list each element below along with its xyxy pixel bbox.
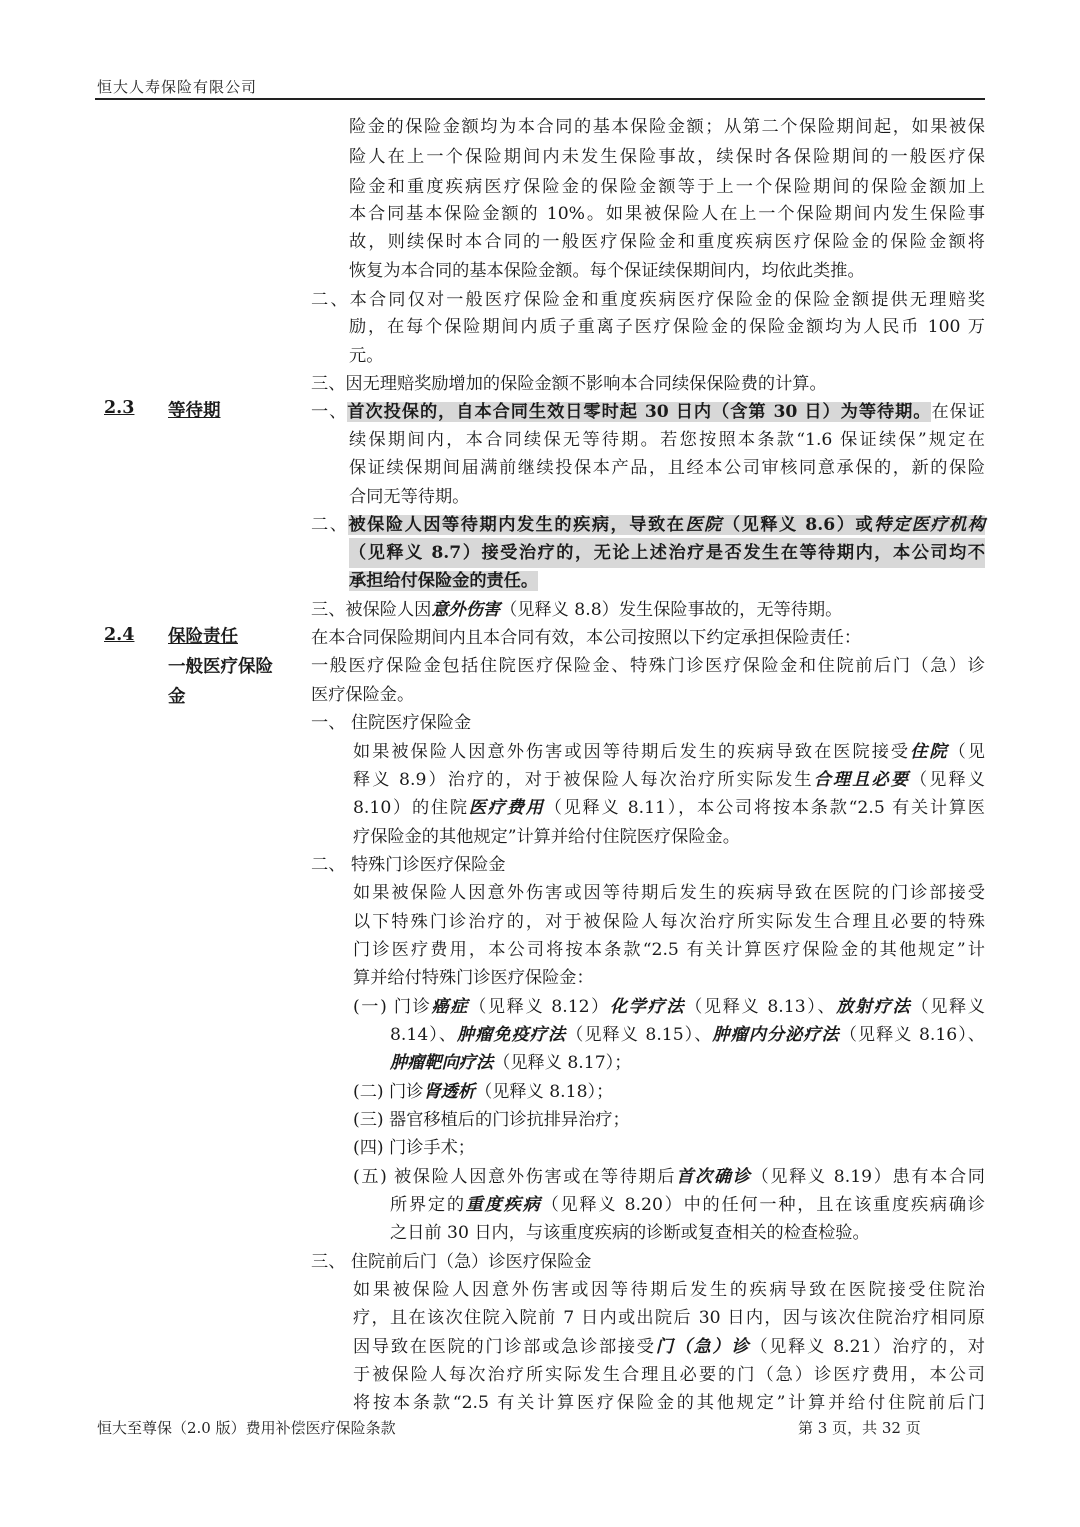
body-line bbox=[311, 397, 985, 427]
section-title bbox=[168, 396, 221, 426]
body-line: 保证续保期间届满前继续投保本产品，且经本公司审核同意承保的，新的保险 bbox=[349, 458, 985, 478]
text-run: （见释义 8.15）、 bbox=[566, 1025, 713, 1045]
text-run: 三、被保险人因 bbox=[311, 600, 432, 620]
body-line bbox=[311, 595, 842, 625]
body-line: 续保期间内，本合同续保无等待期。若您按照本条款“1.6 保证续保”规定在 bbox=[349, 430, 985, 450]
text-run: （见释义 8.19）患有本合同 bbox=[751, 1167, 985, 1187]
body-line: 励，在每个保险期间内质子重离子医疗保险金的保险金额均为人民币 100 万 bbox=[349, 317, 985, 337]
defined-term: 肿瘤免疫疗法 bbox=[457, 1025, 567, 1045]
body-line: 险金的保险金额均为本合同的基本保险金额；从第二个保险期间起，如果被保 bbox=[349, 117, 985, 137]
body-line: 算并给付特殊门诊医疗保险金： bbox=[353, 968, 594, 988]
text-run: （见释义 8.16）、 bbox=[839, 1025, 985, 1045]
defined-term: 意外伤害 bbox=[431, 600, 501, 620]
text-run: （见释义 8.12） bbox=[469, 997, 610, 1017]
list-marker: 一、 bbox=[311, 402, 348, 422]
body-line: 以下特殊门诊治疗的，对于被保险人每次治疗所实际发生合理且必要的特殊 bbox=[353, 912, 985, 932]
section-subtitle: 金 bbox=[168, 687, 186, 707]
body-line: 险人在上一个保险期间内未发生保险事故，续保时各保险期间的一般医疗保 bbox=[349, 147, 985, 167]
defined-term: 放射疗法 bbox=[836, 997, 912, 1017]
body-line bbox=[353, 1077, 613, 1107]
body-line: 合同无等待期。 bbox=[349, 487, 470, 507]
text-run: （见释义 8.6）或 bbox=[722, 515, 875, 535]
text-run: 释义 8.9）治疗的，对于被保险人每次治疗所实际发生 bbox=[353, 770, 814, 790]
section-title-text: 保险责任 bbox=[168, 627, 238, 647]
body-line: 于被保险人每次治疗所实际发生合理且必要的门（急）诊医疗费用，本公司 bbox=[353, 1365, 985, 1385]
defined-term: 肿瘤内分泌疗法 bbox=[712, 1025, 840, 1045]
text-run: 被保险人因等待期内发生的疾病，导致在 bbox=[348, 515, 686, 535]
text-run: （见释义 8.21）治疗的，对 bbox=[750, 1337, 985, 1357]
highlighted-text bbox=[348, 515, 985, 535]
body-line: 一般医疗保险金包括住院医疗保险金、特殊门诊医疗保险金和住院前后门（急）诊 bbox=[311, 656, 985, 676]
body-line bbox=[353, 765, 985, 795]
header-company-name: 恒大人寿保险有限公司 bbox=[97, 78, 258, 96]
body-line bbox=[390, 1190, 985, 1220]
text-run: （见释义 bbox=[911, 997, 985, 1017]
text-run: (五) 被保险人因意外伤害或在等待期后 bbox=[353, 1167, 677, 1187]
text-run: 因导致在医院的门诊部或急诊部接受 bbox=[353, 1337, 656, 1357]
body-line: 门诊医疗费用，本公司将按本条款“2.5 有关计算医疗保险金的其他规定”计 bbox=[353, 940, 985, 960]
body-line: 三、 住院前后门（急）诊医疗保险金 bbox=[311, 1252, 592, 1272]
body-line bbox=[353, 992, 985, 1022]
text-run: （见释义 8.17）； bbox=[493, 1053, 632, 1073]
defined-term: 特定医疗机构 bbox=[874, 515, 985, 535]
defined-term: 重度疾病 bbox=[465, 1195, 542, 1215]
text-run: （见释义 8.11），本公司将按本条款“2.5 有关计算医 bbox=[544, 798, 985, 818]
body-line: (四) 门诊手术； bbox=[353, 1138, 475, 1158]
body-line: 二、 特殊门诊医疗保险金 bbox=[311, 855, 506, 875]
section-title-text: 等待期 bbox=[168, 401, 221, 421]
text-run: 8.14）、 bbox=[390, 1025, 458, 1045]
body-line: 二、本合同仅对一般医疗保险金和重度疾病医疗保险金的保险金额提供无理赔奖 bbox=[311, 290, 985, 310]
text-run: （见释义 8.13）、 bbox=[685, 997, 837, 1017]
body-line: 险金和重度疾病医疗保险金的保险金额等于上一个保险期间的保险金额加上 bbox=[349, 177, 985, 197]
body-line: 故，则续保时本合同的一般医疗保险金和重度疾病医疗保险金的保险金额将 bbox=[349, 232, 985, 252]
body-line: 恢复为本合同的基本保险金额。每个保证续保期间内，均依此类推。 bbox=[349, 261, 865, 281]
body-line bbox=[390, 1020, 985, 1050]
text-run: 8.10）的住院 bbox=[353, 798, 469, 818]
body-line: (三) 器官移植后的门诊抗排异治疗； bbox=[353, 1110, 630, 1130]
text-run: （见 bbox=[948, 742, 985, 762]
defined-term: 住院 bbox=[910, 742, 949, 762]
body-line: 之日前 30 日内，与该重度疾病的诊断或复查相关的检查检验。 bbox=[390, 1223, 870, 1243]
defined-term: 肿瘤靶向疗法 bbox=[390, 1053, 494, 1073]
body-line bbox=[353, 793, 985, 823]
text-run: （见释义 bbox=[910, 770, 985, 790]
body-line: 在本合同保险期间内且本合同有效，本公司按照以下约定承担保险责任： bbox=[311, 628, 862, 648]
body-line: 疗，且在该次住院入院前 7 日内或出院后 30 日内，因与该次住院治疗相同原 bbox=[353, 1308, 985, 1328]
text-run: （见释义 8.20）中的任何一种，且在该重度疾病确诊 bbox=[541, 1195, 985, 1215]
section-number: 2.4 bbox=[104, 625, 135, 645]
highlighted-text: 承担给付保险金的责任。 bbox=[349, 571, 539, 591]
text-run: 在保证 bbox=[931, 402, 985, 422]
defined-term: 医院 bbox=[685, 515, 723, 535]
text-run: (一) 门诊 bbox=[353, 997, 432, 1017]
body-line bbox=[390, 1048, 631, 1078]
defined-term: 合理且必要 bbox=[813, 770, 910, 790]
highlighted-text: 首次投保的，自本合同生效日零时起 30 日内（含第 30 日）为等待期。 bbox=[347, 402, 932, 422]
body-line: 如果被保险人因意外伤害或因等待期后发生的疾病导致在医院接受住院治 bbox=[353, 1280, 985, 1300]
section-number: 2.3 bbox=[104, 398, 135, 418]
body-line: 医疗保险金。 bbox=[311, 685, 415, 705]
defined-term: 癌症 bbox=[431, 997, 470, 1017]
body-line: 将按本条款“2.5 有关计算医疗保险金的其他规定”计算并给付住院前后门 bbox=[353, 1393, 985, 1413]
section-title bbox=[168, 622, 273, 712]
footer-page-number: 第 3 页，共 32 页 bbox=[798, 1419, 921, 1437]
body-line: 如果被保险人因意外伤害或因等待期后发生的疾病导致在医院的门诊部接受 bbox=[353, 883, 985, 903]
defined-term: 门（急）诊 bbox=[655, 1337, 751, 1357]
defined-term: 首次确诊 bbox=[676, 1167, 752, 1187]
body-line bbox=[353, 1332, 985, 1362]
body-line bbox=[353, 1162, 985, 1192]
defined-term: 化学疗法 bbox=[609, 997, 686, 1017]
defined-term: 医疗费用 bbox=[468, 798, 545, 818]
text-run: (二) 门诊 bbox=[353, 1082, 424, 1102]
body-line bbox=[349, 566, 538, 596]
body-line bbox=[311, 510, 985, 540]
text-run: （见释义 8.18）； bbox=[475, 1082, 614, 1102]
text-run: 如果被保险人因意外伤害或因等待期后发生的疾病导致在医院接受 bbox=[353, 742, 911, 762]
body-line: 本合同基本保险金额的 10%。如果被保险人在上一个保险期间内发生保险事 bbox=[349, 204, 985, 224]
footer-document-title: 恒大至尊保（2.0 版）费用补偿医疗保险条款 bbox=[97, 1419, 396, 1437]
section-subtitle: 一般医疗保险 bbox=[168, 657, 273, 677]
header-rule bbox=[95, 98, 985, 100]
text-run: （见释义 8.8）发生保险事故的，无等待期。 bbox=[500, 600, 843, 620]
body-line: 元。 bbox=[349, 346, 384, 366]
body-line: 一、 住院医疗保险金 bbox=[311, 713, 472, 733]
body-line: （见释义 8.7）接受治疗的，无论上述治疗是否发生在等待期内，本公司均不 bbox=[349, 538, 985, 568]
list-marker: 二、 bbox=[311, 515, 349, 535]
text-run: 所界定的 bbox=[390, 1195, 466, 1215]
body-line: 疗保险金的其他规定”计算并给付住院医疗保险金。 bbox=[353, 827, 740, 847]
body-line bbox=[353, 737, 985, 767]
defined-term: 肾透析 bbox=[423, 1082, 476, 1102]
body-line: 三、因无理赔奖励增加的保险金额不影响本合同续保保险费的计算。 bbox=[311, 374, 827, 394]
